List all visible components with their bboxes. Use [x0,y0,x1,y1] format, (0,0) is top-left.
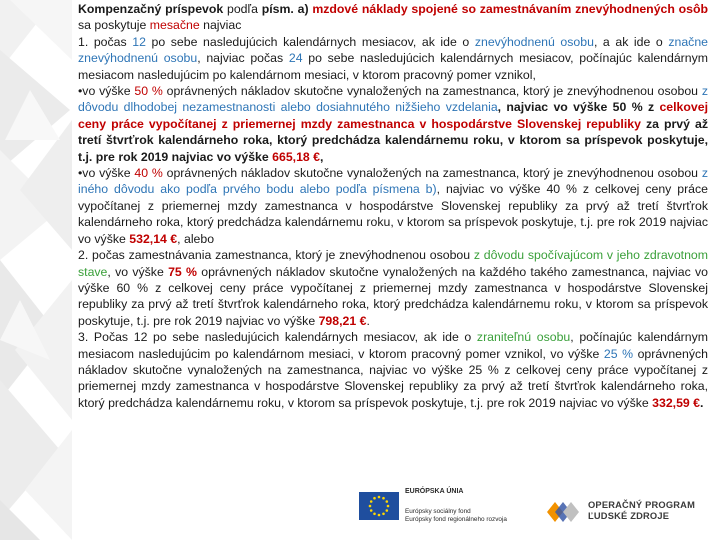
rate-40: 40 % [134,166,163,181]
op-program-text [588,500,695,522]
reason-health: z dôvodu spočívajúcom v jeho zdravotnom stave [78,248,709,279]
term-vulnerable: zraniteľnú osobu [476,330,571,345]
decorative-triangles-pattern [0,0,72,540]
reason-long-term-unemployment: z dôvodu dlhodobej nezamestnanosti alebo dosiahnutého nižšieho vzdelania [78,84,708,115]
intro-paragraph: Kompenzačný príspevok podľa písm. a) mzdové náklady spojené so zamestnávaním znevýhodnených osôb sa poskytuje mesačne najviac [78,2,709,33]
point-1-paragraph: 1. počas 12 po sebe nasledujúcich kalendárnych mesiacov, ak ide o znevýhodnenú osobu, a ak ide o značne znevýhodnenú osobu, najviac počas 24 po sebe nasledujúcich kalendárnych mesiacov, počínajúc kalendárnym mesiacom nasledujúcim po kalendárnom mesiaci, v ktorom pracovný pomer vznikol, [78,34,708,82]
letter-reference: písm. a) [261,2,309,16]
footer-logos [355,486,710,536]
op-line-1: OPERAČNÝ PROGRAM [588,500,696,510]
op-ludske-zdroje-logo-icon [545,498,581,526]
heading-term: Kompenzačný príspevok [78,2,224,16]
rate-50: 50 % [134,84,163,99]
reason-other: z iného dôvodu ako podľa prvého bodu alebo podľa písmena b) [78,166,708,197]
eu-flag-icon [359,492,399,520]
bullet-40-paragraph: •vo výške 40 % oprávnených nákladov skutočne vynaložených na zamestnanca, ktorý je znevýhodnenou osobou z iného dôvodu ako podľa prvého bodu alebo podľa písmena b), najviac vo výške 40 % z celkovej ceny práce vypočítanej z priemernej mzdy zamestnanca v hospodárstve Slovenskej republiky za prvý až tretí štvrťrok kalendárneho roka, ktorý predchádza kalendárnemu roku, v ktorom sa príspevok poskytuje, t.j. pre rok 2019 najviac vo výške 532,14 €, alebo [78,166,708,246]
point-3-paragraph: 3. Počas 12 po sebe nasledujúcich kalendárnych mesiacov, ak ide o zraniteľnú osobu, počínajúc kalendárnym mesiacom nasledujúcim po kalendárnom mesiaci, v ktorom pracovný pomer vznikol, vo výške 25 % oprávnených nákladov skutočne vynaložených na zamestnanca, najviac vo výške 25 % z celkovej ceny práce vypočítanej z priemernej mzdy zamestnanca v hospodárstve Slovenskej republiky za prvý až tretí štvrťrok kalendárneho roka, ktorý predchádza kalendárnemu roku, v ktorom sa príspevok poskytuje, t.j. pre rok 2019 najviac vo výške 332,59 €. [78,330,709,410]
cost-category: mzdové náklady spojené so zamestnávaním znevýhodnených osôb [308,2,709,16]
op-line-2: ĽUDSKÉ ZDROJE [588,511,670,521]
decorative-side-pattern [0,0,72,540]
bullet-50-paragraph: •vo výške 50 % oprávnených nákladov skutočne vynaložených na zamestnanca, ktorý je znevýhodnenou osobou z dôvodu dlhodobej nezamestnanosti alebo dosiahnutého nižšieho vzdelania, najviac vo výške 50 % z celkovej ceny práce vypočítanej z priemernej mzdy zamestnanca v hospodárstve Slovenskej republiky za prvý až tretí štvrťrok kalendárneho roka, ktorý predchádza kalendárnemu roku, v ktorom sa príspevok poskytuje, t.j. pre rok 2019 najviac vo výške 665,18 €, [78,84,709,164]
eu-fund-1: Európsky sociálny fond [405,508,471,515]
total-labour-cost-term: celkovej ceny práce vypočítanej z priemernej mzdy zamestnanca v hospodárstve Slovenskej republiky [78,100,708,131]
months-12: 12 [132,34,146,49]
months-24: 24 [288,51,303,66]
frequency-term: mesačne [149,18,200,33]
point-2-paragraph: 2. počas zamestnávania zamestnanca, ktorý je znevýhodnenou osobou z dôvodu spočívajúcom v jeho zdravotnom stave, vo výške 75 % oprávnených nákladov skutočne vynaložených na každého takého zamestnanca, najviac vo výške 60 % z celkovej ceny práce vypočítanej z priemernej mzdy zamestnanca v hospodárstve Slovenskej republiky za prvý až tretí štvrťrok kalendárneho roka, ktorý predchádza kalendárnemu roku, v ktorom sa príspevok poskytuje, t.j. pre rok 2019 najviac vo výške 798,21 €. [78,248,709,328]
term-significantly-disadvantaged: značne znevýhodnenú osobu [78,34,708,66]
main-text [78,1,708,411]
rate-75: 75 % [168,264,197,279]
rate-25: 25 % [603,346,634,361]
eu-text [405,488,535,524]
term-disadvantaged: znevýhodnenú osobu [474,34,594,49]
amount-332: 332,59 € [652,395,701,410]
amount-532: 532,14 € [129,231,178,246]
amount-665: 665,18 € [272,149,321,164]
eu-title: EURÓPSKA ÚNIA [405,488,464,495]
eu-fund-2: Európsky fond regionálneho rozvoja [405,516,507,523]
amount-798: 798,21 € [318,313,367,328]
